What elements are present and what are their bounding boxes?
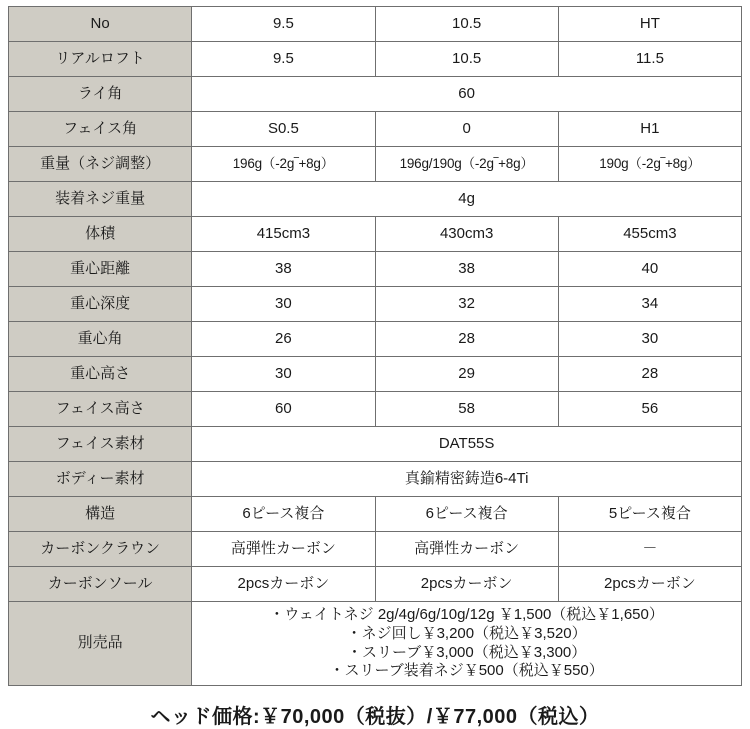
row-label: カーボンクラウン <box>9 532 192 567</box>
row-value: 0 <box>375 112 558 147</box>
row-value: 2pcsカーボン <box>375 567 558 602</box>
table-row <box>9 42 742 77</box>
row-value: 9.5 <box>192 42 375 77</box>
row-value: 38 <box>375 252 558 287</box>
row-value-merged: 60 <box>192 77 742 112</box>
row-value: 6ピース複合 <box>192 497 375 532</box>
table-header-row <box>9 7 742 42</box>
row-value: 40 <box>558 252 741 287</box>
row-label: 重量（ネジ調整） <box>9 147 192 182</box>
table-row <box>9 532 742 567</box>
row-label: 体積 <box>9 217 192 252</box>
row-value: 196g/190g（-2g‾+8g） <box>375 147 558 182</box>
row-value: 32 <box>375 287 558 322</box>
table-row <box>9 112 742 147</box>
spec-table <box>8 6 742 686</box>
table-row <box>9 497 742 532</box>
options-label: 別売品 <box>9 602 192 686</box>
table-row <box>9 567 742 602</box>
header-column: 10.5 <box>375 7 558 42</box>
row-value: 190g（-2g‾+8g） <box>558 147 741 182</box>
row-value: 56 <box>558 392 741 427</box>
options-line: ・スリーブ装着ネジ￥500（税込￥550） <box>329 662 604 680</box>
row-label: 重心高さ <box>9 357 192 392</box>
options-line: ・スリーブ￥3,000（税込￥3,300） <box>346 643 587 661</box>
table-row <box>9 392 742 427</box>
row-label: ライ角 <box>9 77 192 112</box>
table-row <box>9 357 742 392</box>
table-row <box>9 252 742 287</box>
row-value: 455cm3 <box>558 217 741 252</box>
row-label: リアルロフト <box>9 42 192 77</box>
row-value: 高弾性カーボン <box>192 532 375 567</box>
row-value: 2pcsカーボン <box>192 567 375 602</box>
row-value: 2pcsカーボン <box>558 567 741 602</box>
header-label: No <box>9 7 192 42</box>
row-label: 構造 <box>9 497 192 532</box>
table-row <box>9 462 742 497</box>
row-value: 60 <box>192 392 375 427</box>
table-row <box>9 287 742 322</box>
row-value: 11.5 <box>558 42 741 77</box>
options-list <box>192 602 742 686</box>
row-label: 装着ネジ重量 <box>9 182 192 217</box>
row-value: H1 <box>558 112 741 147</box>
row-value: 28 <box>375 322 558 357</box>
row-value: 26 <box>192 322 375 357</box>
row-value-merged: 4g <box>192 182 742 217</box>
head-price: ヘッド価格:￥70,000（税抜）/￥77,000（税込） <box>150 706 600 728</box>
row-value: 10.5 <box>375 42 558 77</box>
table-row <box>9 147 742 182</box>
row-value: 34 <box>558 287 741 322</box>
row-value-merged: DAT55S <box>192 427 742 462</box>
row-value: S0.5 <box>192 112 375 147</box>
row-value: 415cm3 <box>192 217 375 252</box>
row-value: 58 <box>375 392 558 427</box>
options-line: ・ウェイトネジ 2g/4g/6g/10g/12g ￥1,500（税込￥1,650） <box>269 606 664 623</box>
row-value: 5ピース複合 <box>558 497 741 532</box>
row-label: 重心深度 <box>9 287 192 322</box>
row-label: フェイス高さ <box>9 392 192 427</box>
row-value: 430cm3 <box>375 217 558 252</box>
header-column: 9.5 <box>192 7 375 42</box>
row-value: 30 <box>192 357 375 392</box>
row-value: 196g（-2g‾+8g） <box>192 147 375 182</box>
row-value: 38 <box>192 252 375 287</box>
row-label: 重心距離 <box>9 252 192 287</box>
row-value: 30 <box>558 322 741 357</box>
row-value: 6ピース複合 <box>375 497 558 532</box>
row-label: カーボンソール <box>9 567 192 602</box>
row-value: 29 <box>375 357 558 392</box>
row-label: 重心角 <box>9 322 192 357</box>
row-value: 28 <box>558 357 741 392</box>
row-label: フェイス角 <box>9 112 192 147</box>
options-row <box>9 602 742 686</box>
table-row <box>9 77 742 112</box>
table-row <box>9 182 742 217</box>
row-label: ボディー素材 <box>9 462 192 497</box>
row-value: － <box>558 532 741 567</box>
table-row <box>9 427 742 462</box>
row-label: フェイス素材 <box>9 427 192 462</box>
options-line: ・ネジ回し￥3,200（税込￥3,520） <box>346 624 587 642</box>
row-value-merged: 真鍮精密鋳造6-4Ti <box>192 462 742 497</box>
header-column: HT <box>558 7 741 42</box>
table-row <box>9 217 742 252</box>
row-value: 30 <box>192 287 375 322</box>
table-row <box>9 322 742 357</box>
row-value: 高弾性カーボン <box>375 532 558 567</box>
